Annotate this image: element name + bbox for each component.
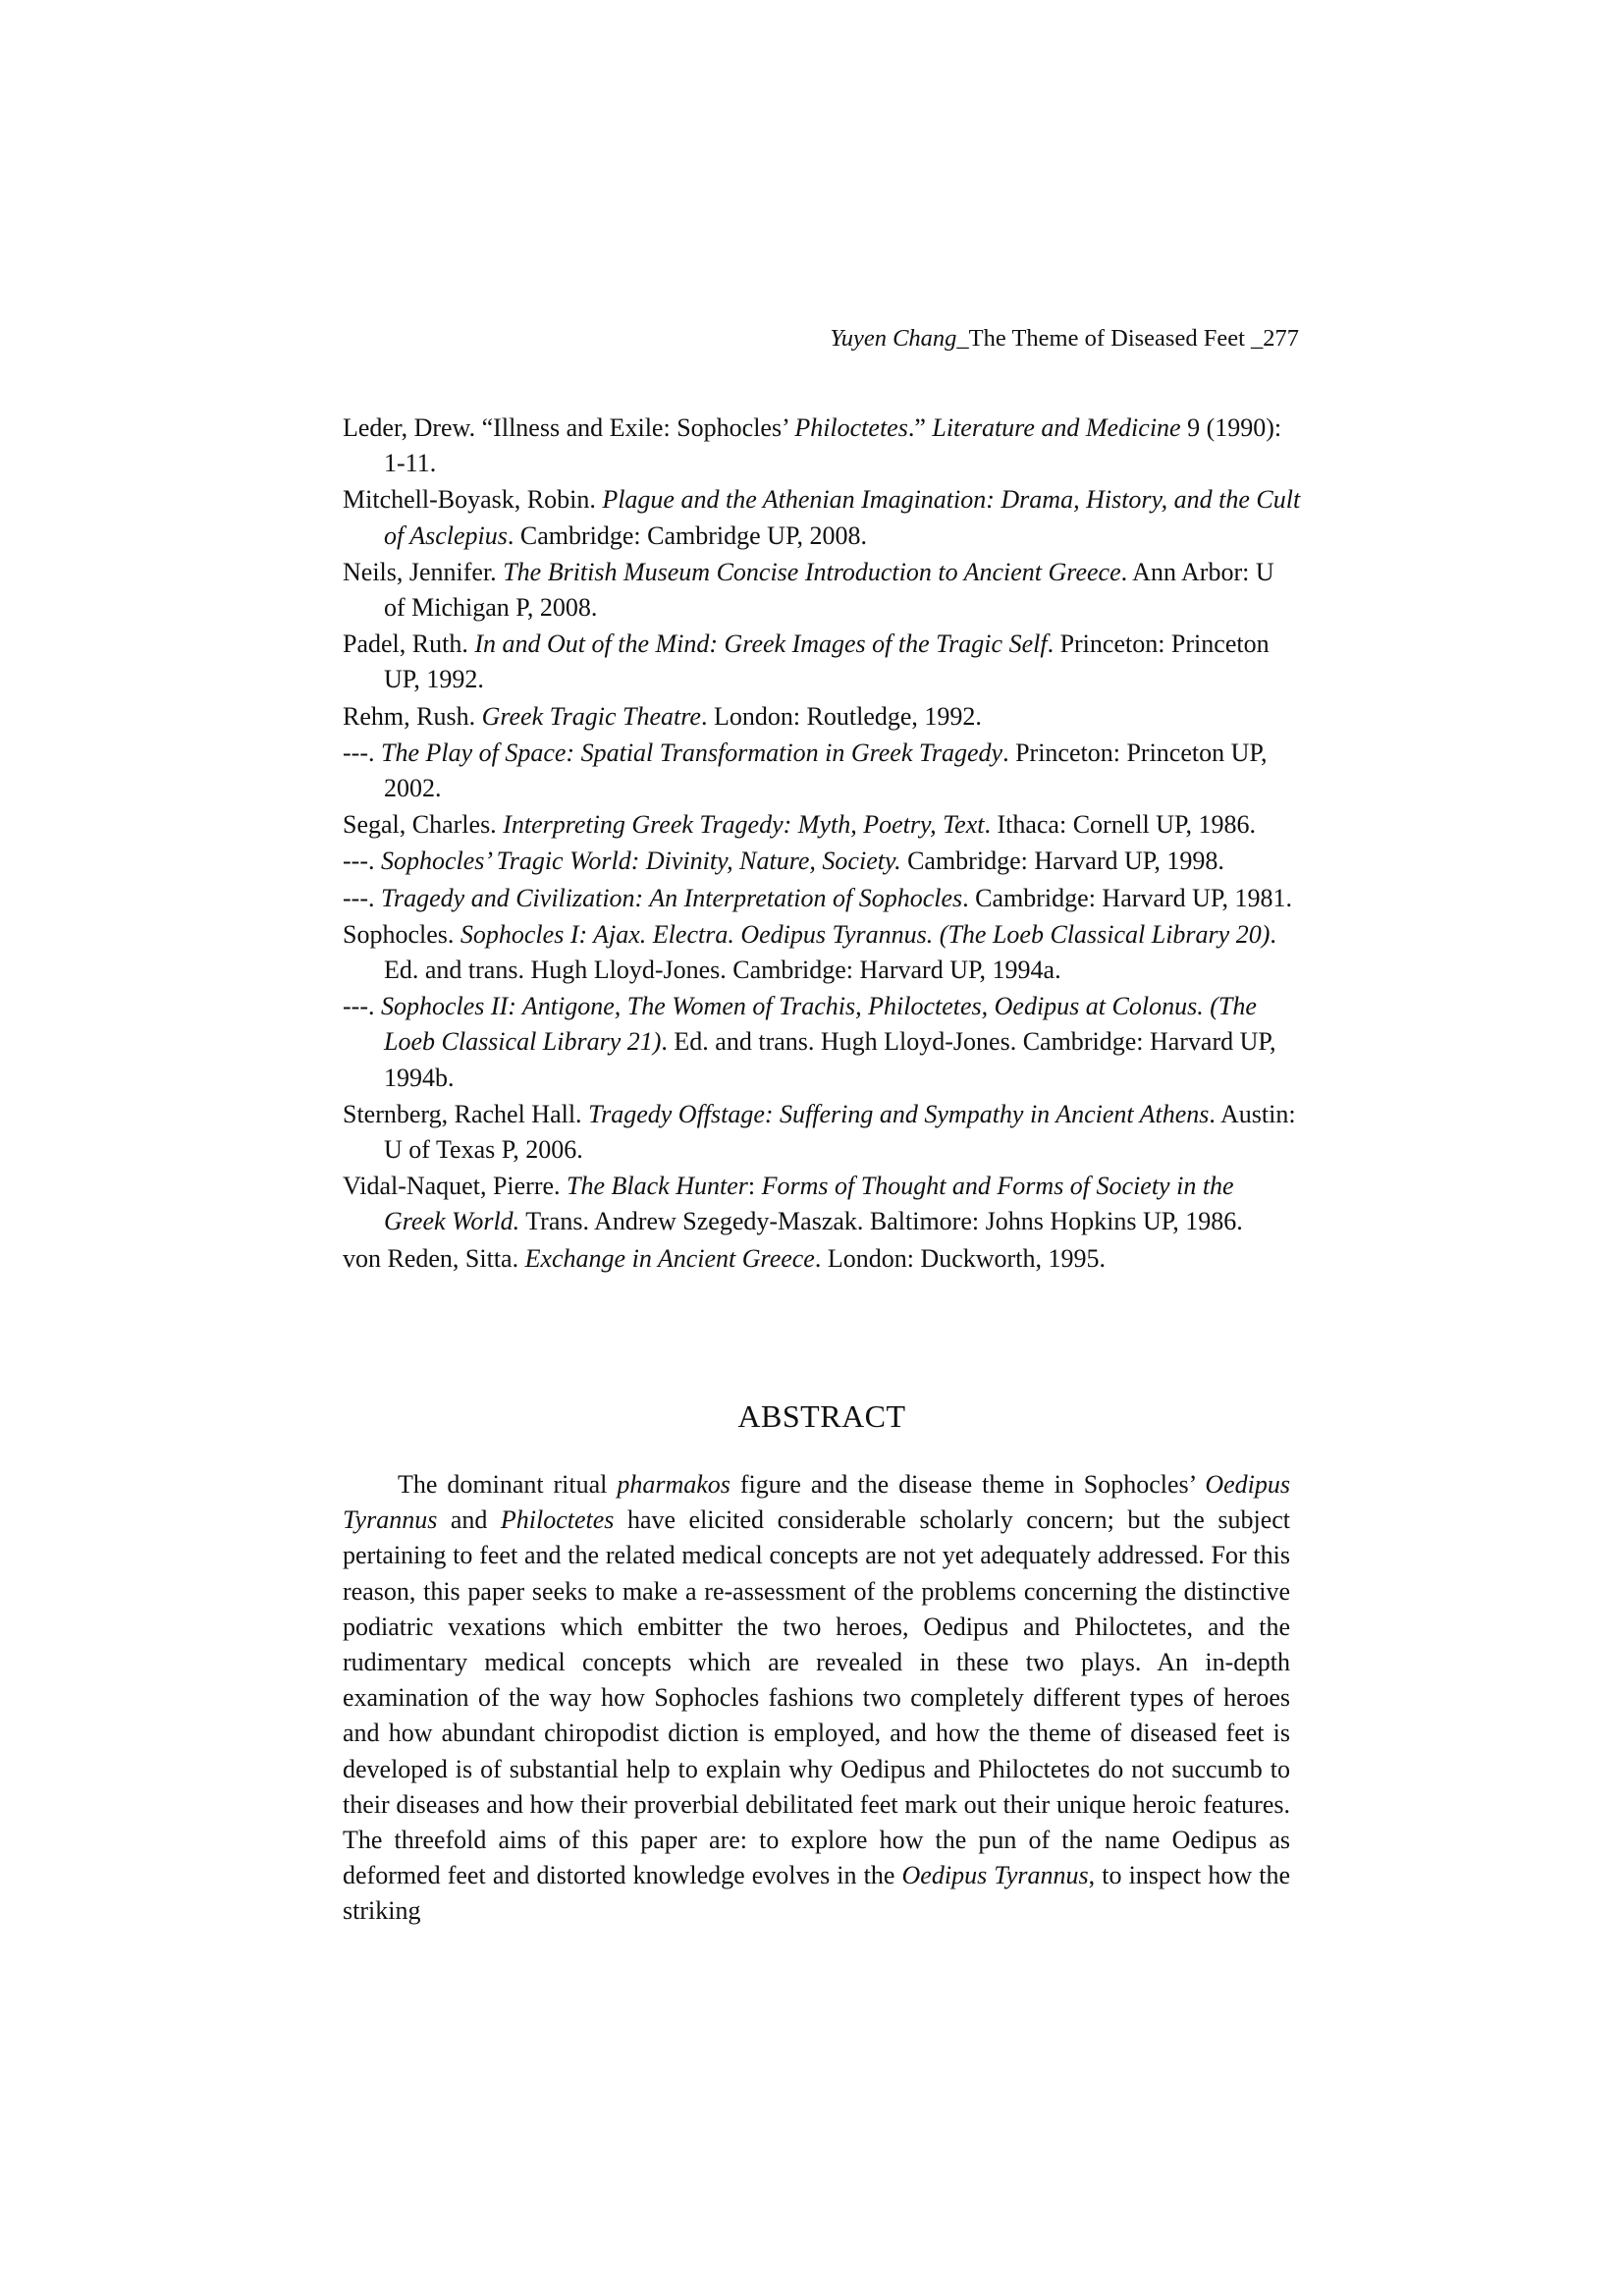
abstract-paragraph <box>343 1467 1290 1930</box>
reference-entry <box>343 699 1301 735</box>
reference-text: Padel, Ruth. <box>343 629 475 659</box>
reference-text: Segal, Charles. <box>343 810 504 840</box>
reference-text: : <box>747 1172 762 1201</box>
abstract-heading: ABSTRACT <box>737 1398 906 1434</box>
reference-text: .” <box>907 413 933 442</box>
reference-text: . Princeton: Princeton UP, 1992. <box>384 629 1270 694</box>
reference-title-italic: Sophocles II: Antigone, The Women of Trachis, Philoctetes, Oedipus at Colonus. (The Loeb Classical Library 21) <box>380 992 1257 1057</box>
reference-entry <box>343 881 1301 916</box>
reference-text: . Cambridge: Harvard UP, 1981. <box>962 883 1292 912</box>
reference-entry <box>343 627 1301 697</box>
reference-text: . Ed. and trans. Hugh Lloyd-Jones. Cambridge: Harvard UP, 1994a. <box>384 919 1276 985</box>
abstract-italic-term: Oedipus Tyrannus <box>901 1861 1089 1890</box>
reference-entry <box>343 410 1301 481</box>
reference-title-italic: Literature and Medicine <box>932 413 1181 442</box>
reference-title-italic: Exchange in Ancient Greece <box>524 1243 815 1273</box>
reference-text: Sophocles. <box>343 919 460 949</box>
reference-entry <box>343 482 1301 553</box>
references-list <box>343 410 1301 1278</box>
reference-text: . Ann Arbor: U of Michigan P, 2008. <box>384 557 1274 623</box>
reference-title-italic: Sophocles I: Ajax. Electra. Oedipus Tyrannus. (The Loeb Classical Library 20) <box>460 919 1271 949</box>
reference-entry <box>343 736 1301 806</box>
reference-entry <box>343 1097 1301 1168</box>
reference-text: Vidal-Naquet, Pierre. <box>343 1172 568 1201</box>
reference-title-italic: Philoctetes <box>794 413 908 442</box>
reference-text: 9 (1990): 1-11. <box>384 413 1282 478</box>
reference-text: Rehm, Rush. <box>343 701 482 731</box>
reference-entry <box>343 917 1301 988</box>
reference-entry <box>343 1241 1301 1277</box>
reference-text: ---. <box>343 992 381 1021</box>
reference-entry <box>343 989 1301 1096</box>
reference-title-italic: Plague and the Athenian Imagination: Drama, History, and the Cult of Asclepius <box>384 485 1301 550</box>
reference-entry <box>343 555 1301 626</box>
reference-text: Cambridge: Harvard UP, 1998. <box>900 847 1224 876</box>
reference-entry <box>343 807 1301 843</box>
reference-title-italic: Greek Tragic Theatre <box>481 701 701 731</box>
abstract-italic-term: Oedipus Tyrannus <box>343 1470 1290 1535</box>
reference-title-italic: Sophocles’ Tragic World: Divinity, Nature, Society. <box>380 847 901 876</box>
reference-text: ---. <box>343 883 381 912</box>
reference-title-italic: In and Out of the Mind: Greek Images of the Tragic Self <box>474 629 1048 659</box>
reference-title-italic: The Black Hunter <box>567 1172 748 1201</box>
abstract-text: and <box>437 1505 501 1535</box>
reference-title-italic: Forms of Thought and Forms of Society in the Greek World. <box>384 1172 1234 1236</box>
reference-entry <box>343 1169 1301 1239</box>
abstract-text: The dominant ritual <box>398 1470 618 1499</box>
reference-title-italic: Tragedy Offstage: Suffering and Sympathy in Ancient Athens <box>588 1099 1210 1128</box>
reference-text: Neils, Jennifer. <box>343 557 504 586</box>
reference-text: von Reden, Sitta. <box>343 1243 525 1273</box>
reference-text: . London: Routledge, 1992. <box>700 701 982 731</box>
reference-text: . Princeton: Princeton UP, 2002. <box>384 738 1268 803</box>
reference-text: . Austin: U of Texas P, 2006. <box>384 1099 1296 1165</box>
reference-text: . Ed. and trans. Hugh Lloyd-Jones. Cambridge: Harvard UP, 1994b. <box>384 1027 1276 1092</box>
reference-text: . Ithaca: Cornell UP, 1986. <box>984 810 1257 840</box>
reference-title-italic: The Play of Space: Spatial Transformation in Greek Tragedy <box>380 738 1003 767</box>
abstract-text: figure and the disease theme in Sophocles’ <box>730 1470 1206 1499</box>
reference-text: ---. <box>343 738 381 767</box>
reference-entry <box>343 844 1301 879</box>
abstract-italic-term: pharmakos <box>617 1470 730 1499</box>
running-head-title: The Theme of Diseased Feet _277 <box>968 325 1299 352</box>
running-head-author: Yuyen Chang_ <box>830 325 969 352</box>
abstract-text: , to inspect how the striking <box>343 1861 1290 1926</box>
reference-text: Trans. Andrew Szegedy-Maszak. Baltimore: Johns Hopkins UP, 1986. <box>519 1207 1243 1236</box>
abstract-text: have elicited considerable scholarly concern; but the subject pertaining to feet and the related medical concepts are not yet adequately addressed. For this reason, this paper seeks to make a re-assessment of the problems concerning the distinctive podiatric vexations which embitter the two heroes, Oedipus and Philoctetes, and the rudimentary medical concepts which are revealed in these two plays. An in-depth examination of the way how Sophocles fashions two completely different types of heroes and how abundant chiropodist diction is employed, and how the theme of diseased feet is developed is of substantial help to explain why Oedipus and Philoctetes do not succumb to their diseases and how their proverbial debilitated feet mark out their unique heroic features. The threefold aims of this paper are: to explore how the pun of the name Oedipus as deformed feet and distorted knowledge evolves in the <box>343 1505 1291 1890</box>
reference-text: . Cambridge: Cambridge UP, 2008. <box>507 520 868 550</box>
reference-text: . London: Duckworth, 1995. <box>814 1243 1106 1273</box>
reference-title-italic: The British Museum Concise Introduction to Ancient Greece <box>503 557 1121 586</box>
reference-title-italic: Interpreting Greek Tragedy: Myth, Poetry, Text <box>503 810 985 840</box>
reference-text: Sternberg, Rachel Hall. <box>343 1099 589 1128</box>
reference-text: Mitchell-Boyask, Robin. <box>343 485 603 515</box>
abstract-italic-term: Philoctetes <box>500 1505 615 1535</box>
reference-title-italic: Tragedy and Civilization: An Interpretation of Sophocles <box>380 883 963 912</box>
reference-text: Leder, Drew. “Illness and Exile: Sophocles’ <box>343 413 795 442</box>
reference-text: ---. <box>343 847 381 876</box>
running-head <box>830 322 1299 355</box>
